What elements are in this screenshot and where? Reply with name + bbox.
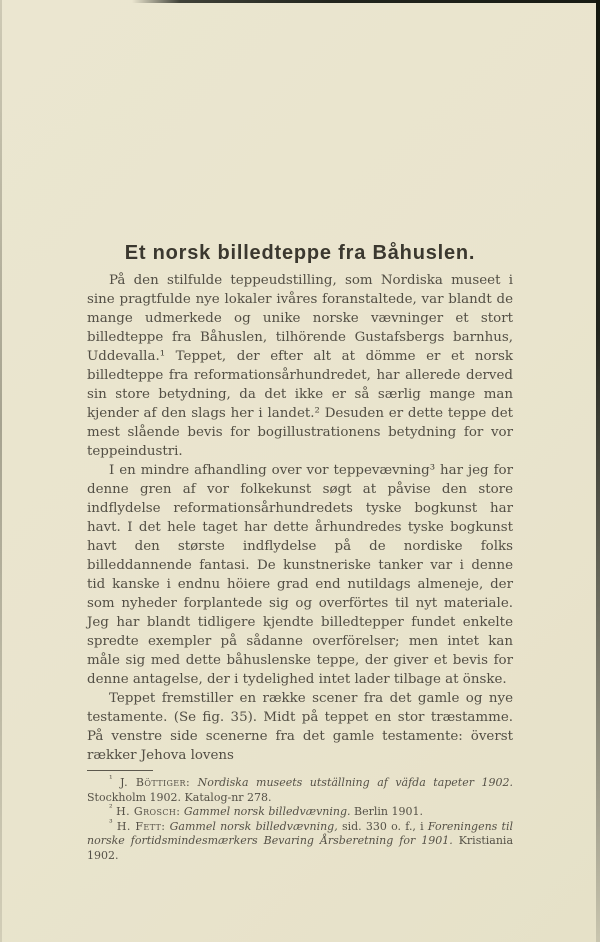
footnote-1-author: J. Böttiger: <box>120 776 191 789</box>
footnote-3 <box>87 817 513 864</box>
footnote-2-author: H. Grosch: <box>116 805 181 818</box>
footnote-3-work-title: Gammel norsk billedvævning, <box>169 819 338 833</box>
scan-edge-top <box>0 0 600 3</box>
article-body <box>87 271 513 863</box>
footnote-separator-rule <box>87 770 153 771</box>
article-title: Et norsk billedteppe fra Båhuslen. <box>124 242 476 265</box>
footnote-1-text: Stockholm 1902. Katalog-nr 278. <box>87 790 272 804</box>
footnote-3-work-title-2: Foreningens til norske fortidsmindesmærkers Bevaring Årsberetning for 1901. <box>87 819 513 847</box>
paragraph-2: I en mindre afhandling over vor teppevævning³ har jeg for denne gren af vor folkekunst søgt at påvise den store indflydelse reformationsårhundredets tyske bogkunst har havt. I det hele taget har dette århundredes tyske bogkunst havt den største indflydelse på de nordiske folks billeddannende fantasi. De kunstneriske tanker var i denne tid kanske i endnu höiere grad end nutildags almeneje, der som nyheder forplantede sig og overförtes til nyt materiale. Jeg har blandt tidligere kjendte billedtepper fundet enkelte spredte exempler på sådanne overförelser; men intet kan måle sig med dette båhuslenske teppe, der giver et bevis for denne antagelse, der i tydelighed intet lader tilbage at önske. <box>87 463 513 687</box>
footnote-1 <box>87 776 513 805</box>
footnote-3-marker: ³ <box>109 817 113 828</box>
footnote-2 <box>87 805 513 820</box>
paragraph-3: Teppet fremstiller en række scener fra det gamle og nye testamente. (Se fig. 35). Midt på teppet en stor træstamme. På venstre side scenerne fra det gamle testamente: överst rækker Jehova lovens <box>87 691 513 763</box>
footnote-3-text-mid: sid. 330 o. f., i <box>341 819 424 833</box>
footnote-1-work-title: Nordiska museets utställning af väfda tapeter 1902. <box>197 776 514 789</box>
scan-edge-left <box>0 0 2 942</box>
footnote-2-text: Berlin 1901. <box>354 805 423 818</box>
footnotes-block <box>87 776 513 863</box>
footnote-3-author: H. Fett: <box>116 819 166 833</box>
scan-edge-right <box>596 0 600 942</box>
footnote-2-work-title: Gammel norsk billedvævning. <box>183 805 351 818</box>
paragraph-1: På den stilfulde teppeudstilling, som Nordiska museet i sine pragtfulde nye lokaler ivåres foranstaltede, var blandt de mange udmerkede og unike norske vævninger et stort billedteppe fra Båhuslen, tilhörende Gustafsbergs barnhus, Uddevalla.¹ Teppet, der efter alt at dömme er et norsk billedteppe fra reformationsårhundredet, har allerede derved sin store betydning, da det ikke er så særlig mange man kjender af den slags her i landet.² Desuden er dette teppe det mest slående bevis for bogillustrationens betydning for vor teppeindustri. <box>87 273 513 459</box>
footnote-3-text: Kristiania 1902. <box>87 834 513 862</box>
footnote-1-marker: ¹ <box>109 774 113 785</box>
footnote-2-marker: ² <box>109 803 113 814</box>
